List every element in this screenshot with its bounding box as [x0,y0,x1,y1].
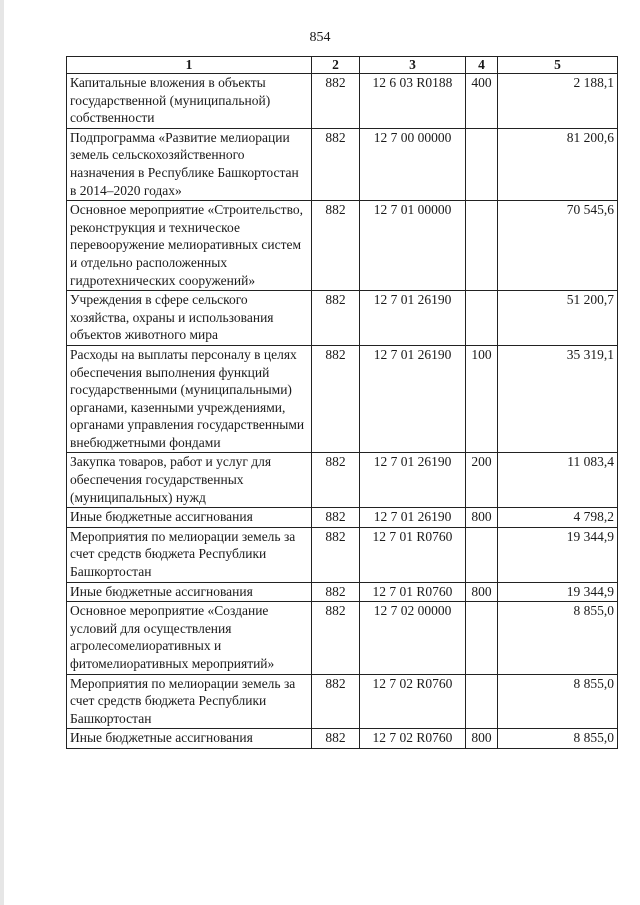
row-amount-cell: 11 083,4 [498,453,618,508]
row-ved-cell: 882 [312,508,360,528]
row-vr-cell: 800 [466,582,498,602]
row-csr-cell: 12 7 01 26190 [360,508,466,528]
row-csr-cell: 12 7 02 R0760 [360,729,466,749]
row-csr-cell: 12 7 01 R0760 [360,527,466,582]
table-header-row [67,57,618,74]
row-amount-cell: 8 855,0 [498,674,618,729]
row-ved-cell: 882 [312,128,360,200]
table-row [67,527,618,582]
table-row [67,602,618,674]
page-number: 854 [309,30,331,45]
table-row [67,291,618,346]
row-csr-cell: 12 7 01 00000 [360,201,466,291]
row-name-cell: Учреждения в сфере сельского хозяйства, охраны и использования объектов животного мира [67,291,312,346]
row-name-cell: Мероприятия по мелиорации земель за счет средств бюджета Республики Башкортостан [67,674,312,729]
row-name-cell: Подпрограмма «Развитие мелиорации земель сельскохозяйственного назначения в Республике Башкортостан в 2014–2020 годах» [67,128,312,200]
row-amount-cell: 19 344,9 [498,527,618,582]
row-name-cell: Иные бюджетные ассигнования [67,582,312,602]
row-ved-cell: 882 [312,345,360,453]
table-row [67,582,618,602]
row-vr-cell: 800 [466,729,498,749]
row-amount-cell: 70 545,6 [498,201,618,291]
row-vr-cell [466,674,498,729]
row-csr-cell: 12 7 01 26190 [360,291,466,346]
row-name-cell: Закупка товаров, работ и услуг для обеспечения государственных (муниципальных) нужд [67,453,312,508]
row-name-cell: Иные бюджетные ассигнования [67,729,312,749]
row-csr-cell: 12 7 02 00000 [360,602,466,674]
row-vr-cell [466,128,498,200]
row-csr-cell: 12 7 02 R0760 [360,674,466,729]
row-name-cell: Иные бюджетные ассигнования [67,508,312,528]
row-csr-cell: 12 6 03 R0188 [360,74,466,129]
row-name-cell: Капитальные вложения в объекты государственной (муниципальной) собственности [67,74,312,129]
row-ved-cell: 882 [312,602,360,674]
row-name-cell: Основное мероприятие «Создание условий для осуществления агролесомелиоративных и фитомелиоративных мероприятий» [67,602,312,674]
row-ved-cell: 882 [312,453,360,508]
row-vr-cell: 800 [466,508,498,528]
row-amount-cell: 2 188,1 [498,74,618,129]
row-vr-cell: 100 [466,345,498,453]
row-vr-cell [466,602,498,674]
row-ved-cell: 882 [312,201,360,291]
column-header: 3 [360,57,466,74]
row-ved-cell: 882 [312,582,360,602]
row-amount-cell: 4 798,2 [498,508,618,528]
row-vr-cell [466,201,498,291]
row-vr-cell [466,527,498,582]
table-row [67,674,618,729]
column-header: 4 [466,57,498,74]
row-ved-cell: 882 [312,729,360,749]
row-ved-cell: 882 [312,291,360,346]
table-row [67,508,618,528]
row-csr-cell: 12 7 01 26190 [360,453,466,508]
column-header: 5 [498,57,618,74]
row-vr-cell [466,291,498,346]
row-name-cell: Мероприятия по мелиорации земель за счет средств бюджета Республики Башкортостан [67,527,312,582]
budget-table [66,56,618,749]
row-name-cell: Основное мероприятие «Строительство, реконструкция и техническое перевооружение мелиоративных систем и отдельно расположенных гидротехнических сооружений» [67,201,312,291]
row-ved-cell: 882 [312,674,360,729]
column-header: 2 [312,57,360,74]
row-vr-cell: 200 [466,453,498,508]
row-amount-cell: 81 200,6 [498,128,618,200]
column-header: 1 [67,57,312,74]
table-row [67,201,618,291]
row-amount-cell: 8 855,0 [498,729,618,749]
table-row [67,453,618,508]
row-amount-cell: 19 344,9 [498,582,618,602]
scan-edge [0,0,4,905]
row-amount-cell: 51 200,7 [498,291,618,346]
row-amount-cell: 8 855,0 [498,602,618,674]
row-csr-cell: 12 7 00 00000 [360,128,466,200]
row-csr-cell: 12 7 01 26190 [360,345,466,453]
row-ved-cell: 882 [312,74,360,129]
table-row [67,729,618,749]
row-name-cell: Расходы на выплаты персоналу в целях обеспечения выполнения функций государственными (муниципальными) органами, казенными учреждениями, органами управления государственными внебюджетными фондами [67,345,312,453]
table-row [67,128,618,200]
row-vr-cell: 400 [466,74,498,129]
table-row [67,345,618,453]
row-amount-cell: 35 319,1 [498,345,618,453]
table-row [67,74,618,129]
row-ved-cell: 882 [312,527,360,582]
row-csr-cell: 12 7 01 R0760 [360,582,466,602]
